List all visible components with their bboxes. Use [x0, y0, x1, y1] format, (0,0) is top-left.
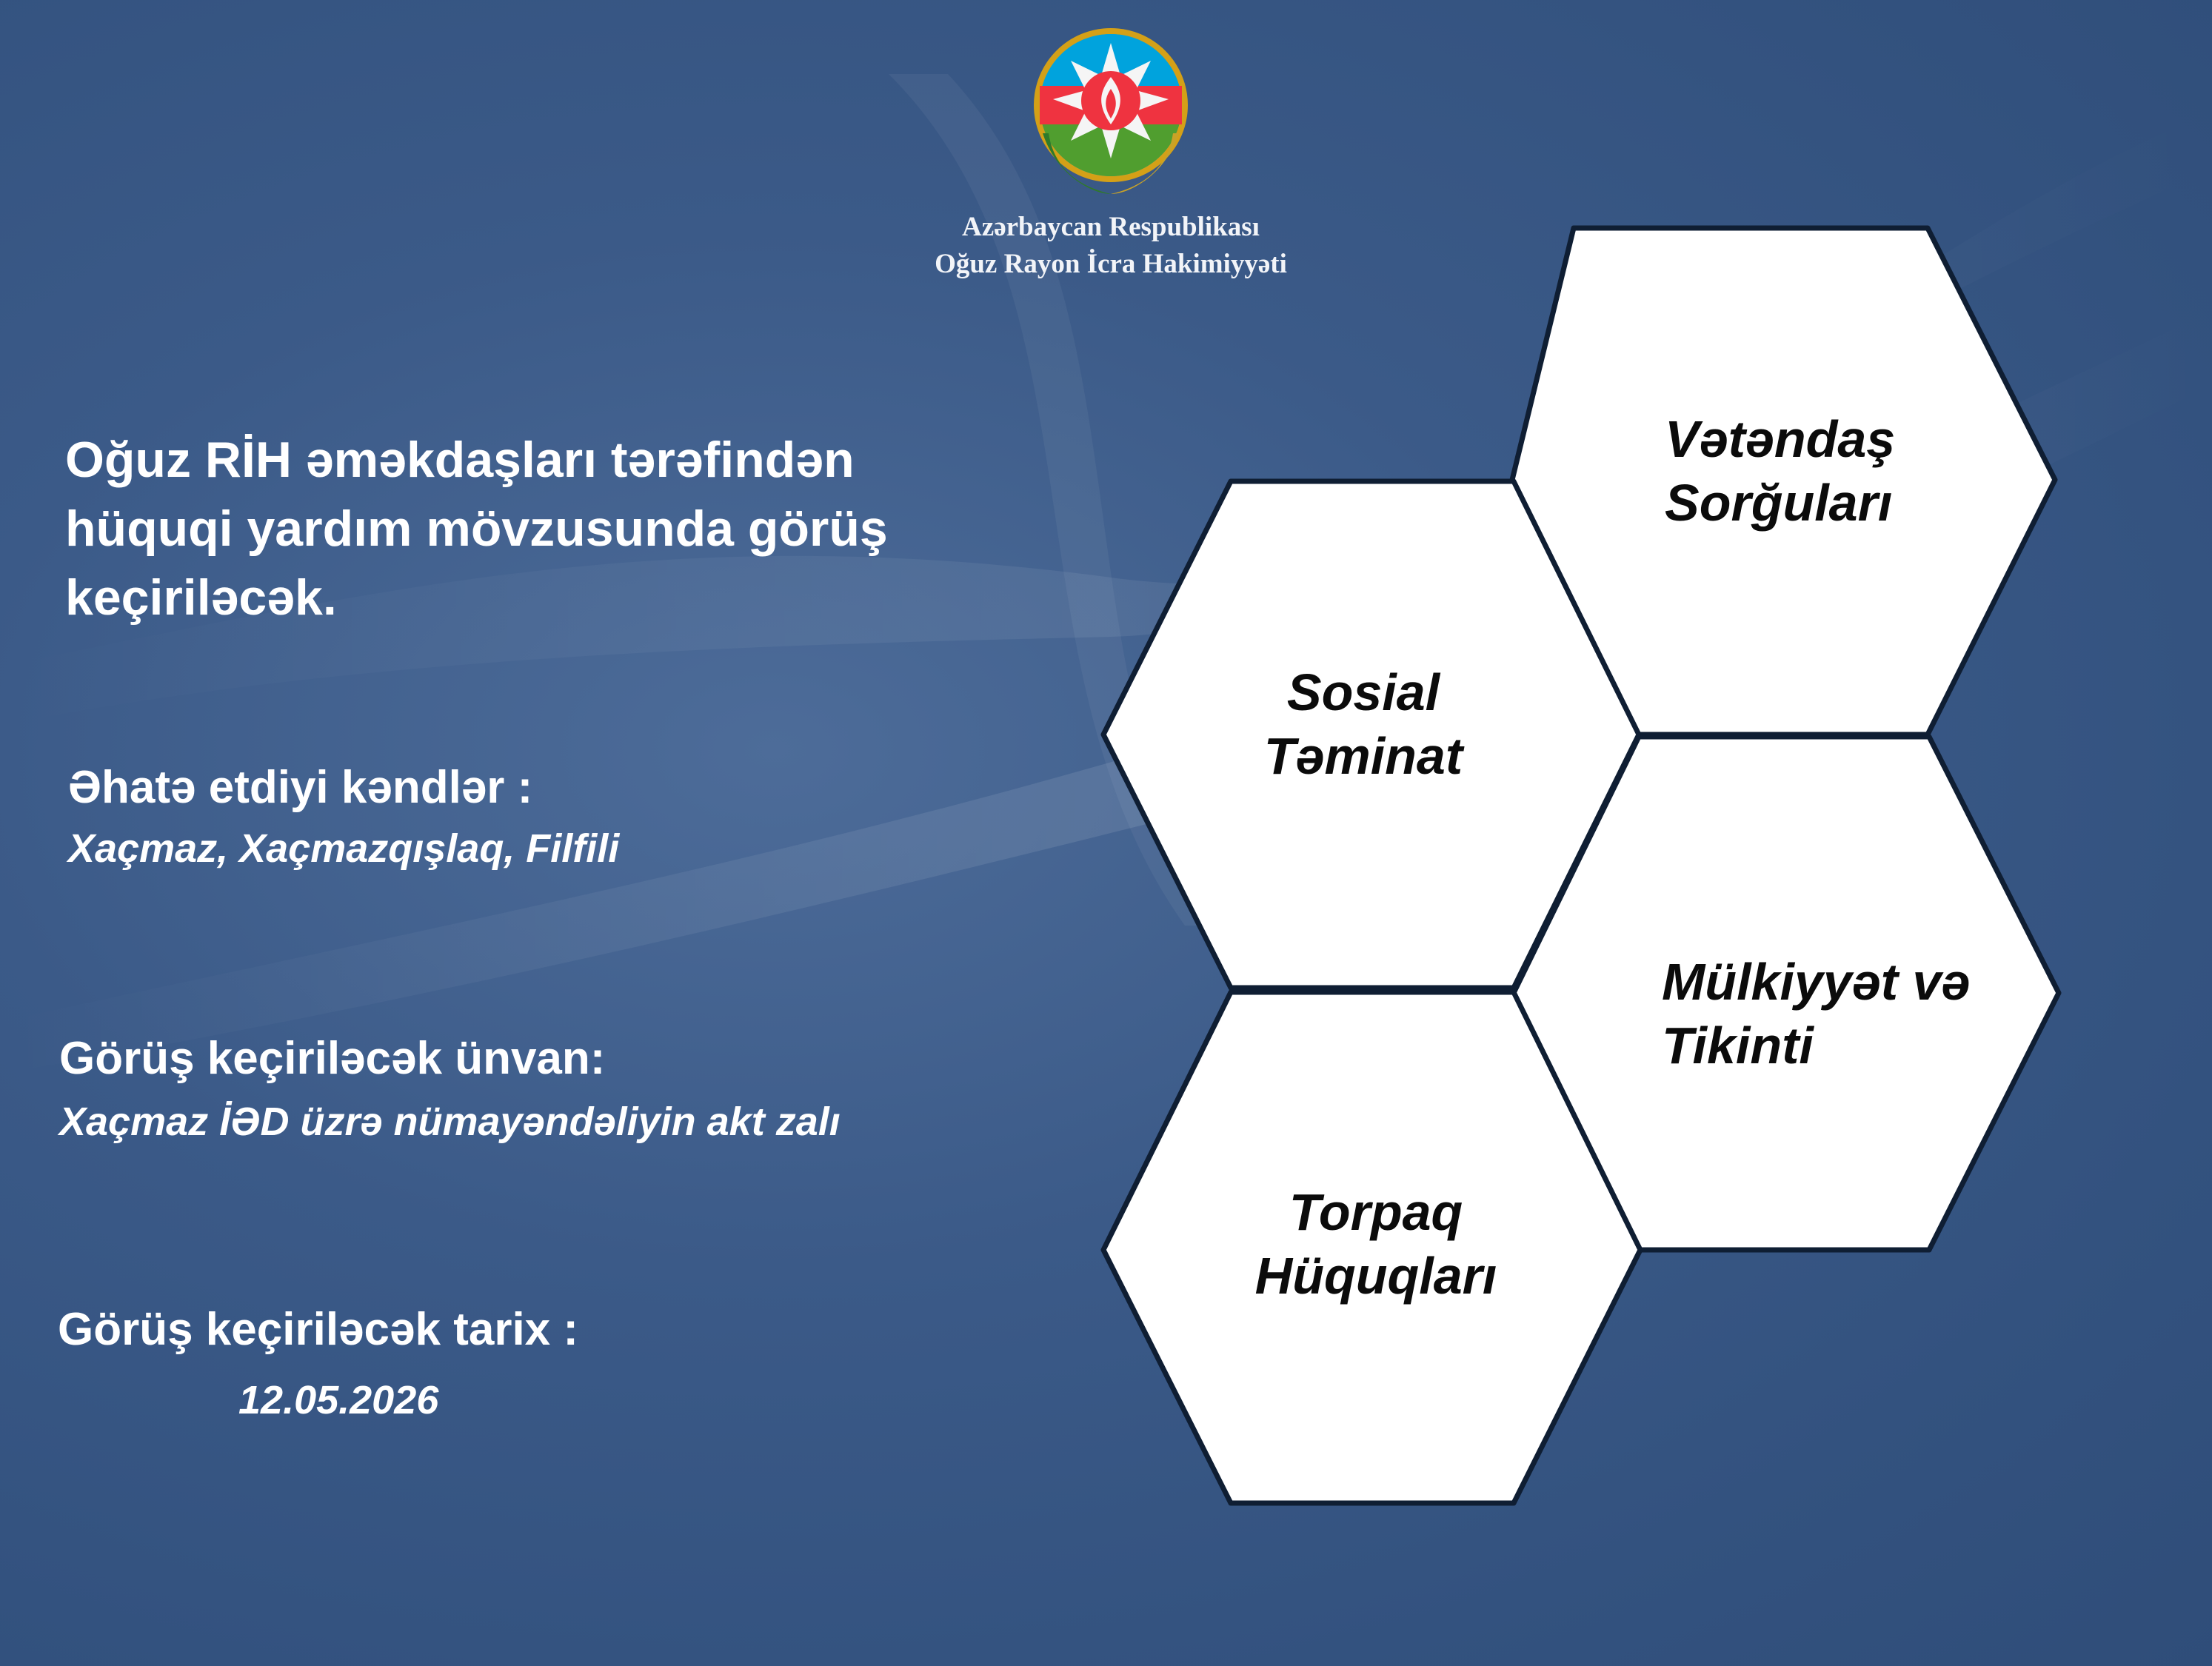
headline-line-1: Oğuz RİH əməkdaşları tərəfindən [65, 432, 855, 488]
topic-line: Tikinti [1662, 1017, 1814, 1074]
topic-line: Vətəndaş [1665, 410, 1896, 468]
address-value: Xaçmaz İƏD üzrə nümayəndəliyin akt zalı [59, 1100, 841, 1144]
topic-line: Sosial [1286, 663, 1440, 721]
address-label: Görüş keçiriləcək ünvan: [59, 1033, 606, 1084]
topic-label-vetendas-sorgulari [1665, 407, 1895, 535]
topic-label-sosial-teminat [1219, 660, 1508, 788]
headline-line-2: hüquqi yardım mövzusunda görüş [65, 501, 888, 557]
villages-label: Əhatə etdiyi kəndlər : [68, 762, 533, 813]
topic-label-torpaq-huquqlari [1228, 1180, 1524, 1308]
topic-line: Hüquqları [1254, 1247, 1497, 1305]
topic-line: Təminat [1263, 727, 1463, 785]
org-line-1: Azərbaycan Respublikası [962, 212, 1260, 242]
org-line-2: Oğuz Rayon İcra Hakimiyyəti [935, 249, 1287, 279]
villages-value: Xaçmaz, Xaçmazqışlaq, Filfili [68, 826, 620, 871]
date-label: Görüş keçiriləcək tarix : [58, 1304, 579, 1355]
topic-line: Sorğuları [1665, 474, 1893, 532]
topic-label-mulkiyyet-tikinti [1662, 950, 1970, 1077]
topic-line: Mülkiyyət və [1662, 953, 1971, 1011]
topic-line: Torpaq [1289, 1183, 1463, 1241]
date-value: 12.05.2026 [238, 1378, 439, 1422]
headline-line-3: keçiriləcək. [65, 569, 337, 626]
